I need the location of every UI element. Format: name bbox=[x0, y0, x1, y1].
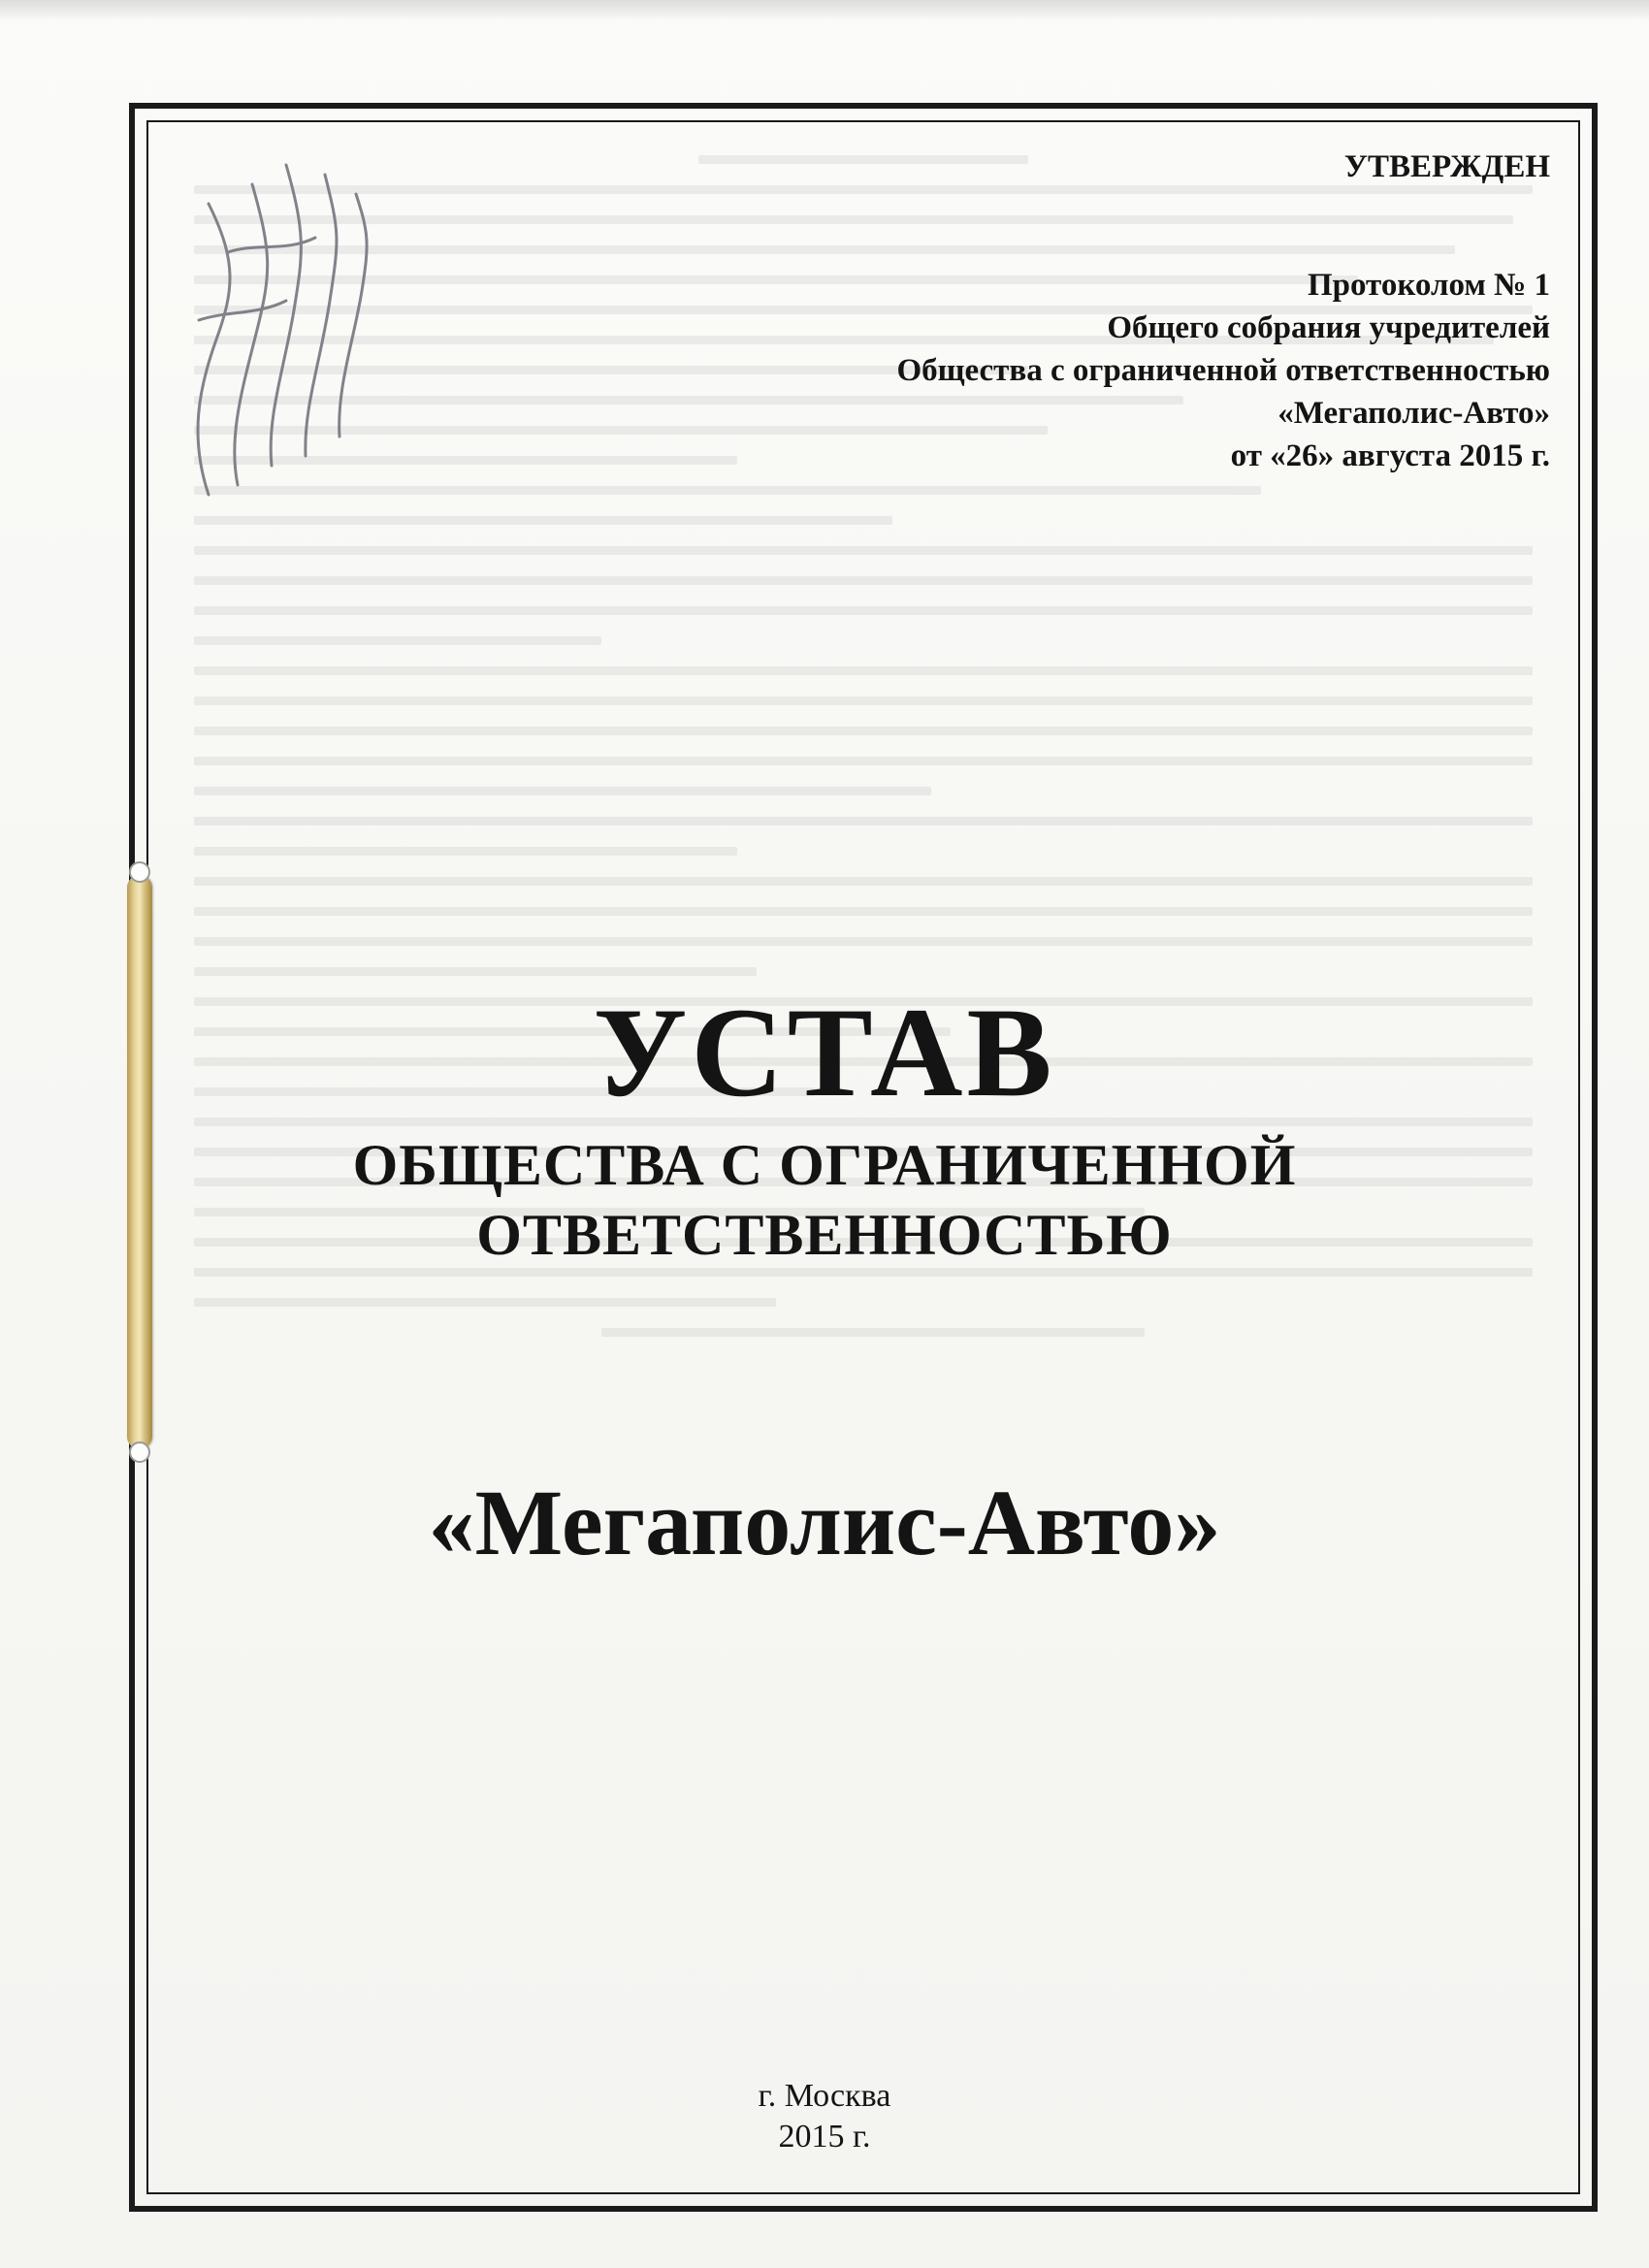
binding-hole-top bbox=[129, 861, 150, 883]
approval-line-meeting: Общего собрания учредителей bbox=[1107, 310, 1550, 345]
approval-line-date: от «26» августа 2015 г. bbox=[1230, 438, 1550, 473]
handwritten-note bbox=[170, 146, 403, 514]
binding-hole-bottom bbox=[129, 1442, 150, 1463]
document-subtitle bbox=[0, 1130, 1649, 1270]
approval-line-company-type: Общества с ограниченной ответственностью bbox=[896, 353, 1550, 388]
company-name: «Мегаполис-Авто» bbox=[428, 1471, 1221, 1574]
subtitle-line-1: ОБЩЕСТВА С ОГРАНИЧЕННОЙ bbox=[352, 1133, 1297, 1197]
approval-heading: УТВЕРЖДЕН bbox=[1343, 149, 1550, 184]
approval-line-protocol: Протоколом № 1 bbox=[1307, 268, 1550, 303]
footer-year: 2015 г. bbox=[778, 2119, 871, 2155]
document-footer bbox=[0, 2076, 1649, 2157]
document-title: УСТАВ bbox=[593, 981, 1056, 1123]
approval-line-company-name: «Мегаполис-Авто» bbox=[1277, 396, 1550, 431]
approval-block bbox=[677, 146, 1550, 477]
subtitle-line-2: ОТВЕТСТВЕННОСТЬЮ bbox=[476, 1203, 1173, 1267]
scan-edge bbox=[0, 0, 1649, 21]
footer-city: г. Москва bbox=[758, 2078, 891, 2114]
